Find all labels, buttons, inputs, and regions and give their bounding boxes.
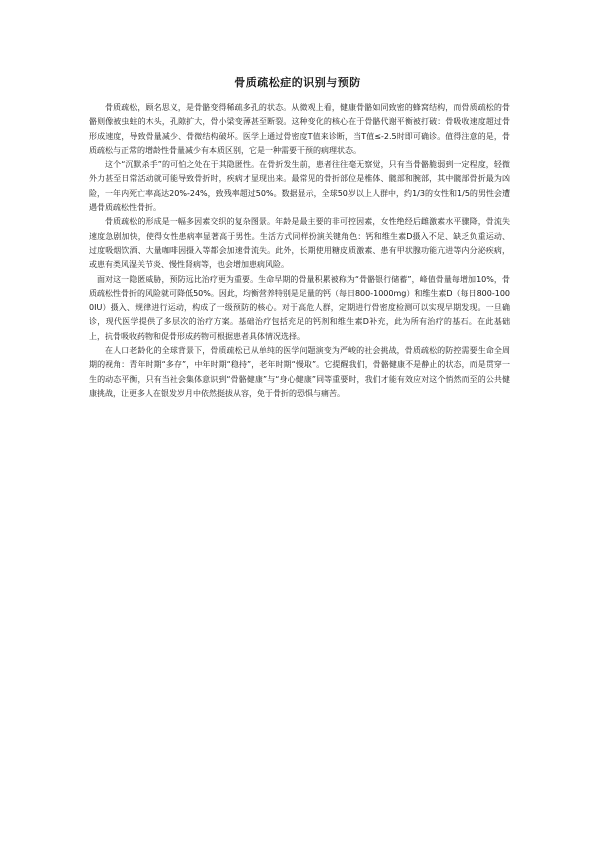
paragraph-prevention-treatment: 面对这一隐匿威胁，预防远比治疗更为重要。生命早期的骨量积累被称为“骨骼银行储蓄”，峰值骨量每增加10%，骨质疏松性骨折的风险就可降低50%。因此，均衡营养特别是足量的钙（每日800-1000mg）和维生素D（每日800-1000IU）摄入、规律进行运动，构成了一级预防的核心。对于高危人群，定期进行骨密度检测可以实现早期发现。一旦确诊，现代医学提供了多层次的治疗方案。基础治疗包括充足的钙剂和维生素D补充，此为所有治疗的基石。在此基础上，抗骨吸收药物和促骨形成药物可根据患者具体情况选择。 [89,274,510,341]
document-title: 骨质疏松症的识别与预防 [234,76,361,89]
paragraph-conclusion: 在人口老龄化的全球背景下，骨质疏松已从单纯的医学问题演变为严峻的社会挑战，骨质疏松的防控需要生命全周期的视角：青年时期“多存”，中年时期“稳持”，老年时期“慢取”。它提醒我们，骨骼健康不是静止的状态，而是贯穿一生的动态平衡，只有当社会集体意识到“骨骼健康”与“身心健康”同等重要时，我们才能有效应对这个悄然而至的公共健康挑战，让更多人在银发岁月中依然挺拔从容，免于骨折的恐惧与痛苦。 [89,346,510,398]
document-body [89,101,510,401]
paragraph-definition: 骨质疏松，顾名思义，是骨骼变得稀疏多孔的状态。从微观上看，健康骨骼如同致密的蜂窝结构，而骨质疏松的骨骼则像被虫蛀的木头，孔隙扩大，骨小梁变薄甚至断裂。这种变化的核心在于骨骼代谢平衡被打破：骨吸收速度超过骨形成速度，导致骨量减少、骨微结构破坏。医学上通过骨密度T值来诊断，当T值≤-2.5时即可确诊。值得注意的是，骨质疏松与正常的增龄性骨量减少有本质区别，它是一种需要干预的病理状态。 [89,103,510,155]
paragraph-silent-killer: 这个“沉默杀手”的可怕之处在于其隐匿性。在骨折发生前，患者往往毫无察觉，只有当骨骼脆弱到一定程度，轻微外力甚至日常活动就可能导致骨折时，疾病才显现出来。最常见的骨折部位是椎体、髋部和腕部，其中髋部骨折最为凶险，一年内死亡率高达20%-24%，致残率超过50%。数据显示，全球50岁以上人群中，约1/3的女性和1/5的男性会遭遇骨质疏松性骨折。 [89,160,510,213]
paragraph-risk-factors: 骨质疏松的形成是一幅多因素交织的复杂图景。年龄是最主要的非可控因素，女性绝经后雌激素水平骤降，骨流失速度急剧加快，使得女性患病率显著高于男性。生活方式同样扮演关键角色：钙和维生素D摄入不足、缺乏负重运动、过度吸烟饮酒、大量咖啡因摄入等都会加速骨流失。此外，长期使用糖皮质激素、患有甲状腺功能亢进等内分泌疾病，或患有类风湿关节炎、慢性肾病等，也会增加患病风险。 [89,217,510,270]
